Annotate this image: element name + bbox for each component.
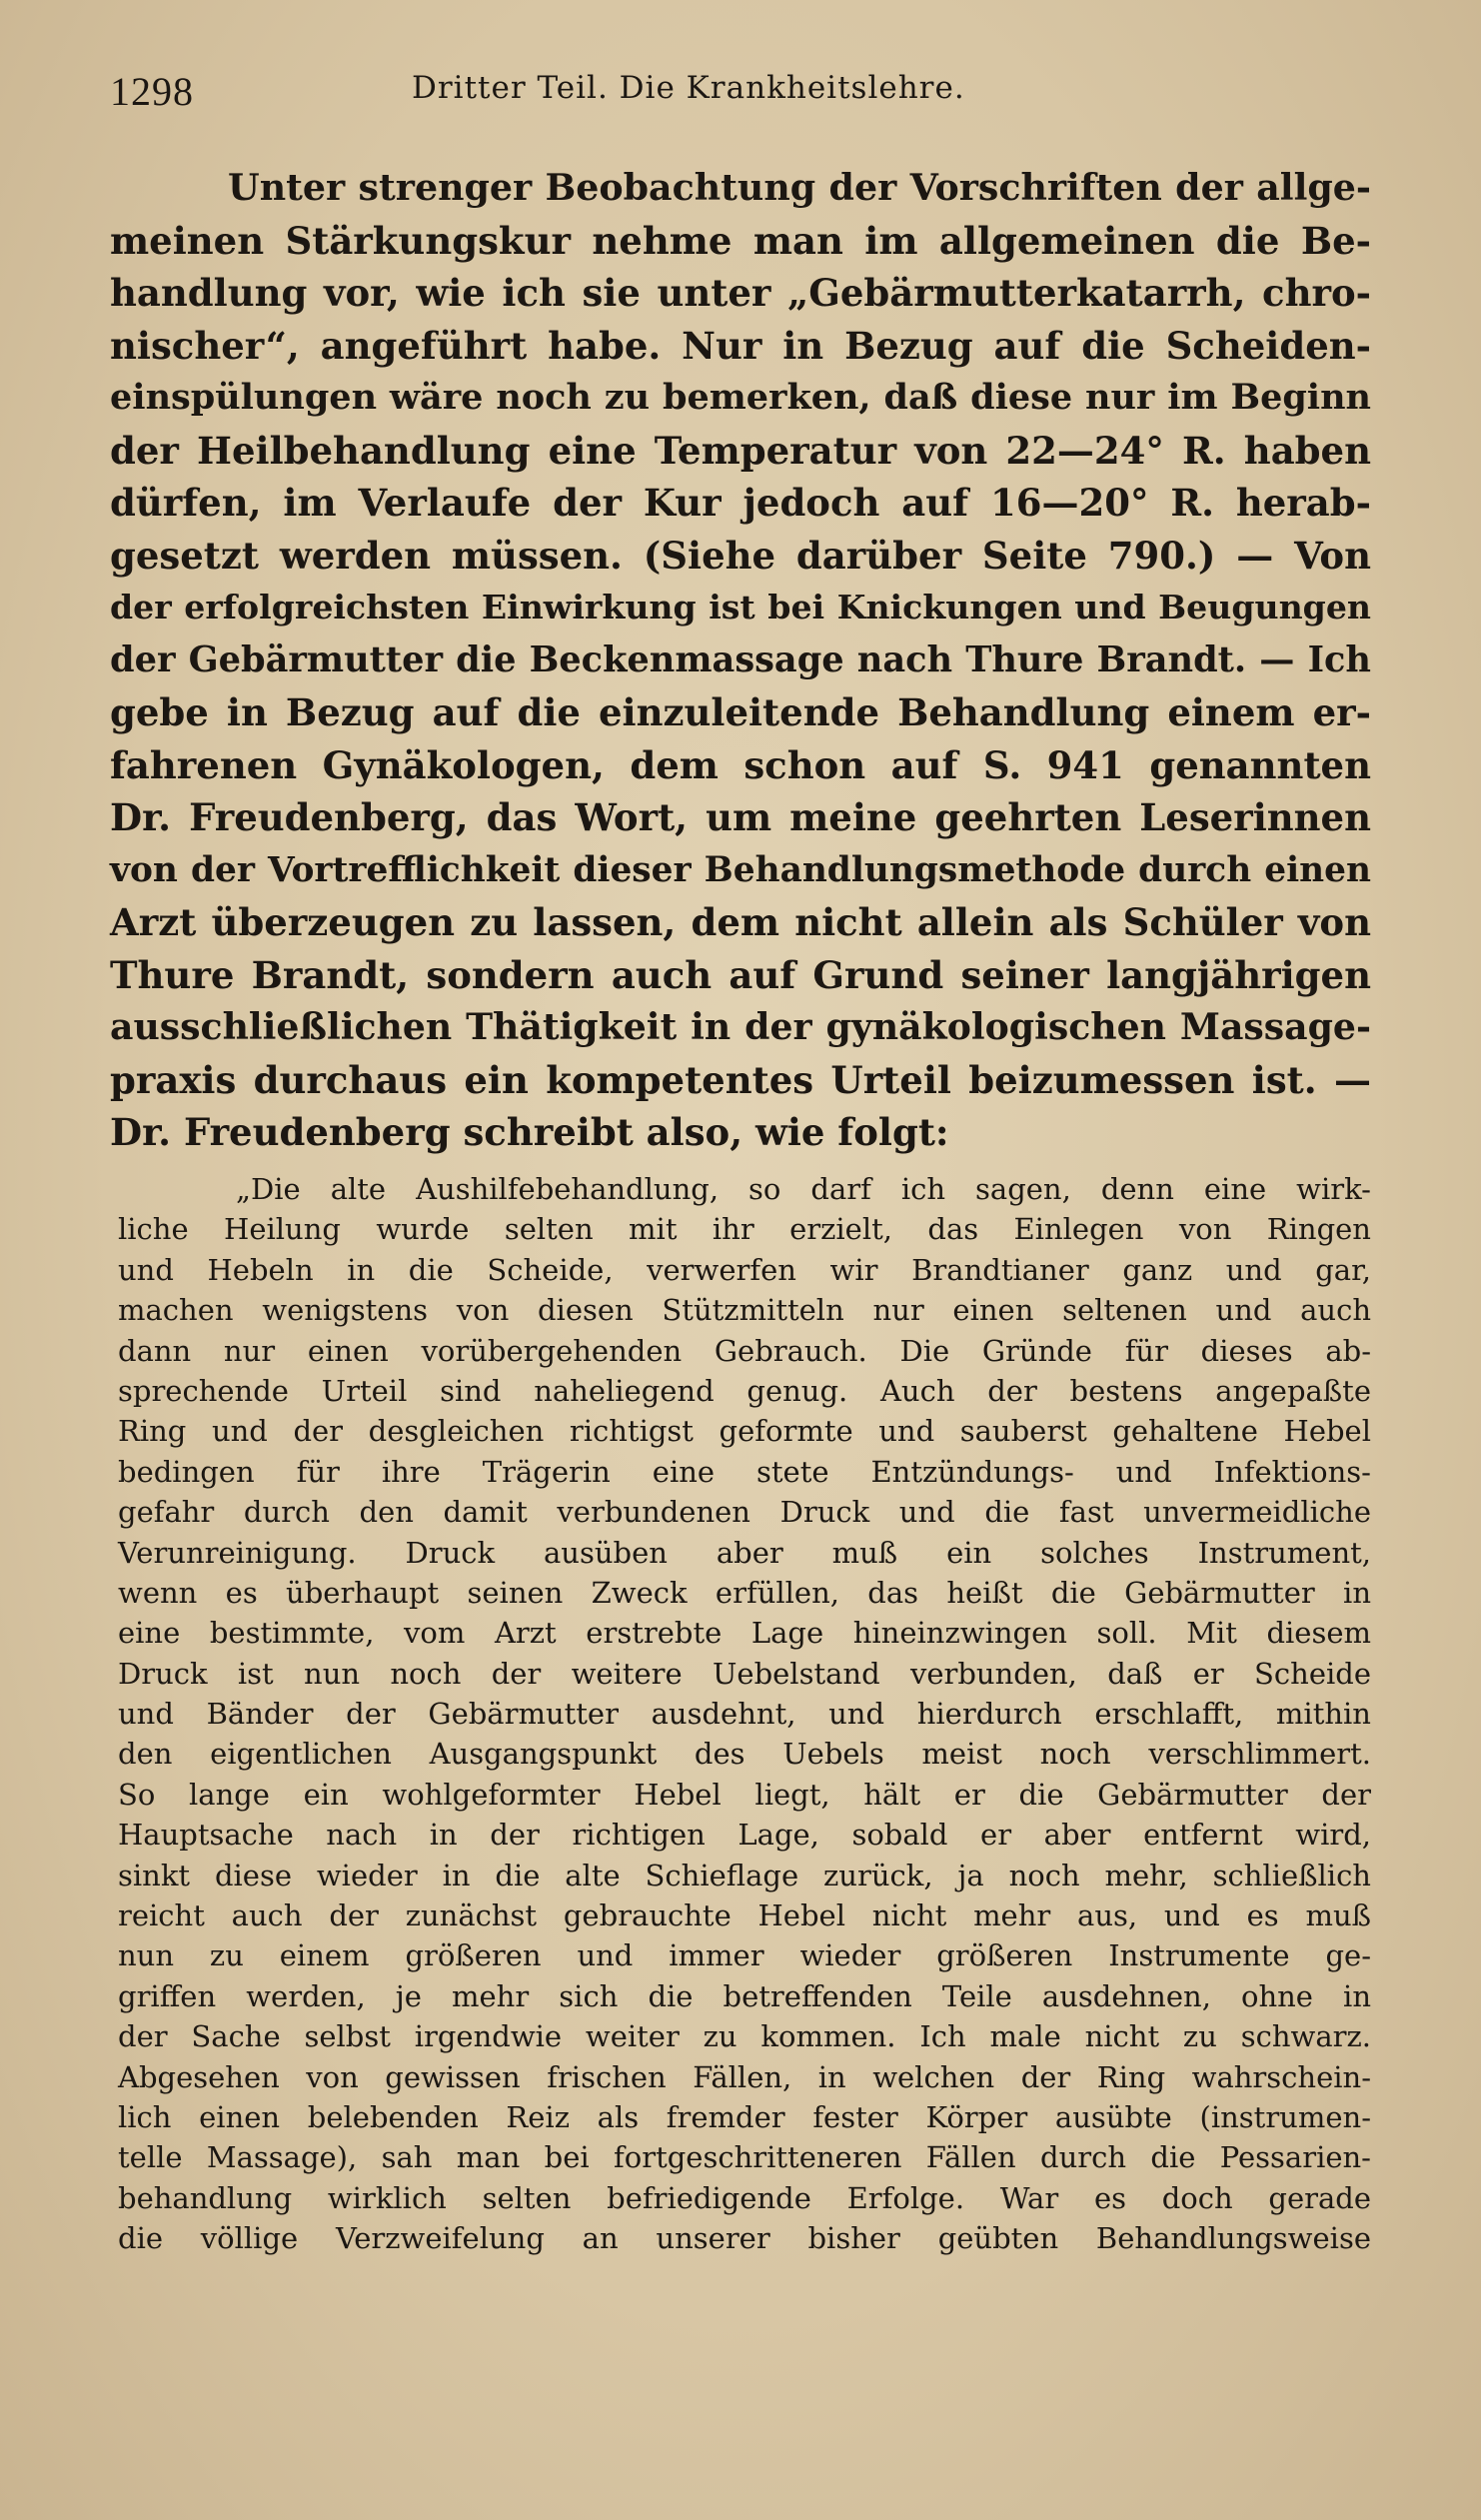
text-line: Dr. Freudenberg schreibt also, wie folgt: (110, 1110, 949, 1154)
text-line: der Gebärmutter die Beckenmassage nach Thure Brandt. — Ich (110, 638, 1371, 680)
quote-line: Abgesehen von gewissen frischen Fällen, in welchen der Ring wahrschein- (118, 2059, 1371, 2094)
text-line: einspülungen wäre noch zu bemerken, daß diese nur im Beginn (110, 377, 1371, 418)
quote-line: „Die alte Aushilfebehandlung, so darf ich sagen, denn eine wirk- (236, 1172, 1371, 1206)
quote-line: nun zu einem größeren und immer wieder größeren Instrumente ge- (118, 1938, 1371, 1973)
text-line: Unter strenger Beobachtung der Vorschriften der allge- (228, 166, 1371, 209)
text-line: gesetzt werden müssen. (Siehe darüber Seite 790.) — Von (110, 533, 1371, 578)
text-line: dürfen, im Verlaufe der Kur jedoch auf 16—20° R. herab- (110, 481, 1371, 525)
text-line: Dr. Freudenberg, das Wort, um meine geehrten Leserinnen (110, 795, 1371, 839)
quote-line: reicht auch der zunächst gebrauchte Hebel nicht mehr aus, und es muß (118, 1898, 1371, 1933)
quote-line: liche Heilung wurde selten mit ihr erzielt, das Einlegen von Ringen (118, 1212, 1371, 1247)
text-line: der Heilbehandlung eine Temperatur von 22—24° R. haben (110, 428, 1371, 473)
quote-line: bedingen für ihre Trägerin eine stete Entzündungs- und Infektions- (118, 1454, 1371, 1489)
quote-line: Ring und der desgleichen richtigst geformte und sauberst gehaltene Hebel (118, 1414, 1371, 1449)
text-line: von der Vortrefflichkeit dieser Behandlungsmethode durch einen (110, 849, 1371, 890)
text-line: ausschließlichen Thätigkeit in der gynäkologischen Massage- (110, 1005, 1371, 1048)
text-line: handlung vor, wie ich sie unter „Gebärmutterkatarrh, chro- (110, 271, 1371, 315)
quote-line: machen wenigstens von diesen Stützmitteln nur einen seltenen und auch (118, 1293, 1371, 1328)
quote-line: und Hebeln in die Scheide, verwerfen wir Brandtianer ganz und gar, (118, 1252, 1371, 1287)
quote-line: wenn es überhaupt seinen Zweck erfüllen, das heißt die Gebärmutter in (118, 1575, 1371, 1610)
quoted-passage (118, 1169, 1371, 2259)
quote-line: behandlung wirklich selten befriedigende Erfolge. War es doch gerade (118, 2180, 1371, 2215)
text-line: Thure Brandt, sondern auch auf Grund seiner langjährigen (110, 952, 1371, 997)
quote-line: lich einen belebenden Reiz als fremder fester Körper ausübte (instrumen- (118, 2099, 1371, 2134)
text-line: fahrenen Gynäkologen, dem schon auf S. 941 genannten (110, 742, 1371, 787)
text-line: der erfolgreichsten Einwirkung ist bei Knickungen und Beugungen (110, 588, 1371, 627)
quote-line: sinkt diese wieder in die alte Schieflage zurück, ja noch mehr, schließlich (118, 1858, 1371, 1892)
quote-line: telle Massage), sah man bei fortgeschritteneren Fällen durch die Pessarien- (118, 2140, 1371, 2175)
quote-line: den eigentlichen Ausgangspunkt des Uebels meist noch verschlimmert. (118, 1737, 1371, 1772)
quote-line: griffen werden, je mehr sich die betreffenden Teile ausdehnen, ohne in (118, 1978, 1371, 2013)
quote-line: So lange ein wohlgeformter Hebel liegt, hält er die Gebärmutter der (118, 1777, 1371, 1812)
quote-line: und Bänder der Gebärmutter ausdehnt, und hierdurch erschlafft, mithin (118, 1697, 1371, 1732)
quote-line: gefahr durch den damit verbundenen Druck und die fast unvermeidliche (118, 1495, 1371, 1530)
running-title: Dritter Teil. Die Krankheitslehre. (412, 70, 965, 106)
quote-line: Druck ist nun noch der weitere Uebelstand verbunden, daß er Scheide (118, 1656, 1371, 1691)
page-number: 1298 (110, 69, 194, 114)
text-line: Arzt überzeugen zu lassen, dem nicht allein als Schüler von (110, 900, 1371, 944)
quote-line: Verunreinigung. Druck ausüben aber muß ein solches Instrument, (118, 1535, 1371, 1570)
running-head (110, 58, 1369, 118)
quote-line: eine bestimmte, vom Arzt erstrebte Lage hineinzwingen soll. Mit diesem (118, 1616, 1371, 1651)
quote-line: der Sache selbst irgendwie weiter zu kommen. Ich male nicht zu schwarz. (118, 2019, 1371, 2054)
text-line: meinen Stärkungskur nehme man im allgemeinen die Be- (110, 218, 1371, 263)
main-paragraph (110, 162, 1371, 1159)
quote-line: dann nur einen vorübergehenden Gebrauch. Die Gründe für dieses ab- (118, 1333, 1371, 1368)
quote-line: Hauptsache nach in der richtigen Lage, sobald er aber entfernt wird, (118, 1818, 1371, 1853)
text-line: gebe in Bezug auf die einzuleitende Behandlung einem er- (110, 690, 1371, 734)
quote-line: die völlige Verzweifelung an unserer bisher geübten Behandlungsweise (118, 2221, 1371, 2256)
text-line: nischer“, angeführt habe. Nur in Bezug auf die Scheiden- (110, 323, 1371, 368)
quote-line: sprechende Urteil sind naheliegend genug. Auch der bestens angepaßte (118, 1373, 1371, 1408)
text-line: praxis durchaus ein kompetentes Urteil beizumessen ist. — (110, 1057, 1371, 1102)
